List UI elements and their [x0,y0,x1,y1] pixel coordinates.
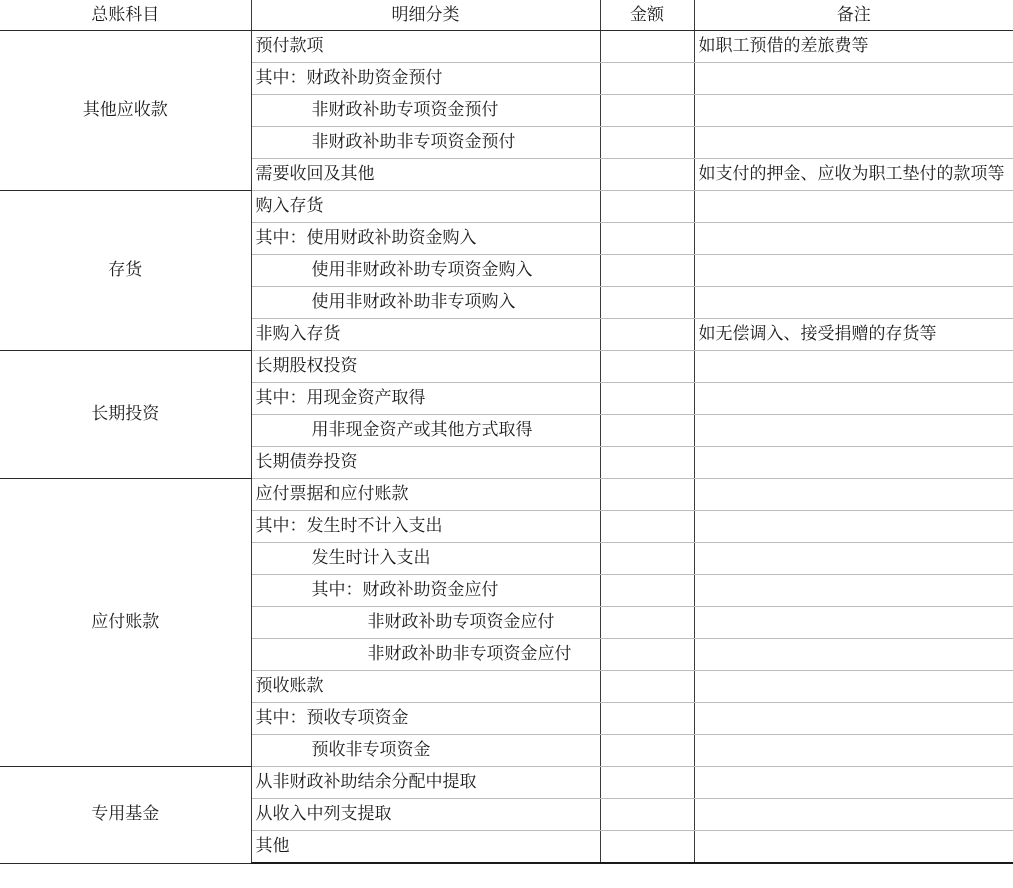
table-row [0,191,1013,223]
detail-cell: 非财政补助非专项资金预付 [251,127,600,159]
account-name: 专用基金 [0,767,251,864]
amount-cell [600,575,694,607]
col-header-note: 备注 [694,0,1013,31]
detail-cell: 其中：使用财政补助资金购入 [251,223,600,255]
detail-cell: 预收非专项资金 [251,735,600,767]
amount-cell [600,287,694,319]
amount-cell [600,415,694,447]
note-cell [694,351,1013,383]
note-cell: 如支付的押金、应收为职工垫付的款项等 [694,159,1013,191]
note-cell [694,191,1013,223]
amount-cell [600,671,694,703]
col-header-detail: 明细分类 [251,0,600,31]
detail-cell: 非财政补助专项资金预付 [251,95,600,127]
table-row [0,351,1013,383]
detail-cell: 其中：财政补助资金预付 [251,63,600,95]
note-cell [694,511,1013,543]
table-row [0,767,1013,799]
table-row [0,479,1013,511]
detail-cell: 从非财政补助结余分配中提取 [251,767,600,799]
note-cell [694,543,1013,575]
amount-cell [600,511,694,543]
amount-cell [600,607,694,639]
detail-cell: 用非现金资产或其他方式取得 [251,415,600,447]
amount-cell [600,255,694,287]
amount-cell [600,159,694,191]
amount-cell [600,95,694,127]
note-cell [694,479,1013,511]
account-name: 长期投资 [0,351,251,479]
detail-cell: 购入存货 [251,191,600,223]
account-name: 存货 [0,191,251,351]
detail-cell: 需要收回及其他 [251,159,600,191]
detail-cell: 预收账款 [251,671,600,703]
amount-cell [600,543,694,575]
detail-cell: 非购入存货 [251,319,600,351]
amount-cell [600,831,694,864]
amount-cell [600,735,694,767]
table-row [0,31,1013,63]
note-cell [694,735,1013,767]
amount-cell [600,703,694,735]
detail-cell: 使用非财政补助专项资金购入 [251,255,600,287]
header-row [0,0,1013,31]
detail-cell: 其中：发生时不计入支出 [251,511,600,543]
note-cell [694,575,1013,607]
note-cell [694,127,1013,159]
note-cell [694,703,1013,735]
note-cell [694,95,1013,127]
detail-cell: 长期债券投资 [251,447,600,479]
account-name: 应付账款 [0,479,251,767]
note-cell [694,671,1013,703]
amount-cell [600,799,694,831]
amount-cell [600,447,694,479]
note-cell [694,415,1013,447]
note-cell: 如职工预借的差旅费等 [694,31,1013,63]
note-cell [694,223,1013,255]
amount-cell [600,31,694,63]
detail-cell: 其中：预收专项资金 [251,703,600,735]
note-cell [694,383,1013,415]
detail-cell: 应付票据和应付账款 [251,479,600,511]
detail-cell: 其中：财政补助资金应付 [251,575,600,607]
detail-cell: 从收入中列支提取 [251,799,600,831]
note-cell [694,607,1013,639]
detail-cell: 非财政补助专项资金应付 [251,607,600,639]
amount-cell [600,191,694,223]
note-cell: 如无偿调入、接受捐赠的存货等 [694,319,1013,351]
detail-cell: 其他 [251,831,600,864]
account-name: 其他应收款 [0,31,251,191]
note-cell [694,287,1013,319]
amount-cell [600,319,694,351]
amount-cell [600,383,694,415]
amount-cell [600,127,694,159]
detail-cell: 非财政补助非专项资金应付 [251,639,600,671]
amount-cell [600,639,694,671]
amount-cell [600,63,694,95]
note-cell [694,831,1013,864]
detail-cell: 长期股权投资 [251,351,600,383]
detail-cell: 预付款项 [251,31,600,63]
detail-cell: 其中：用现金资产取得 [251,383,600,415]
note-cell [694,639,1013,671]
note-cell [694,255,1013,287]
note-cell [694,63,1013,95]
detail-cell: 使用非财政补助非专项购入 [251,287,600,319]
detail-cell: 发生时计入支出 [251,543,600,575]
amount-cell [600,223,694,255]
note-cell [694,799,1013,831]
amount-cell [600,479,694,511]
note-cell [694,767,1013,799]
note-cell [694,447,1013,479]
amount-cell [600,351,694,383]
col-header-account: 总账科目 [0,0,251,31]
col-header-amount: 金额 [600,0,694,31]
amount-cell [600,767,694,799]
